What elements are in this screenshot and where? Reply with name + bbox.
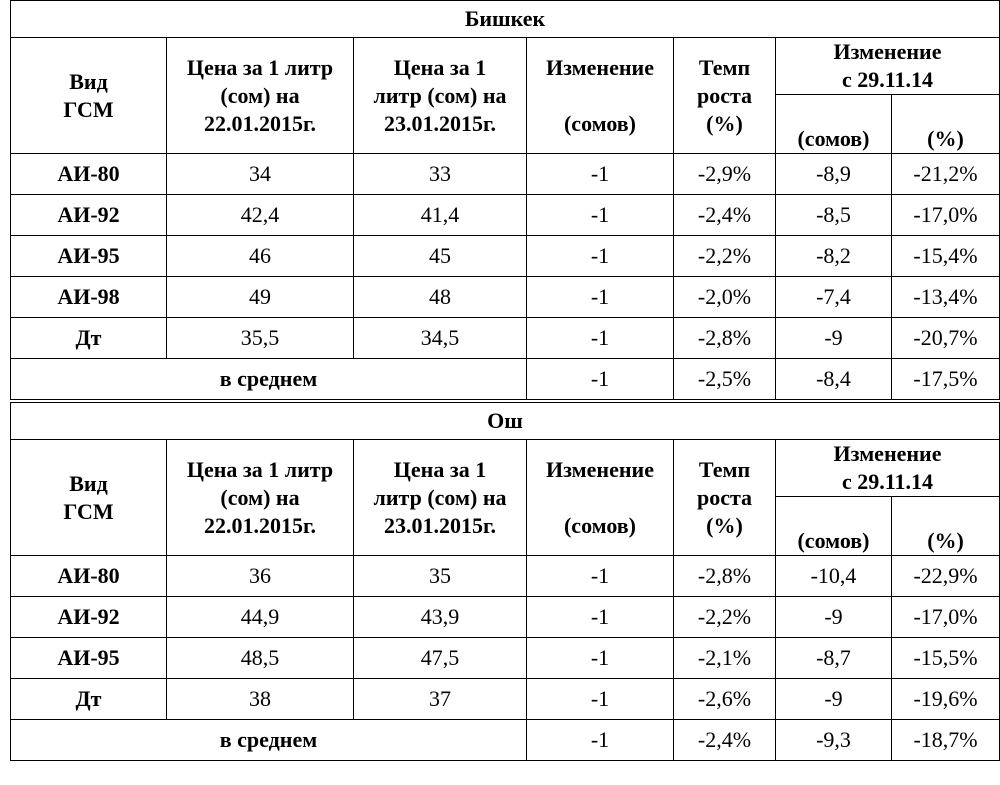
fuel-name: АИ-95 — [11, 638, 167, 679]
table-row — [11, 154, 1000, 195]
price-prev: 34 — [167, 154, 354, 195]
table-row — [11, 195, 1000, 236]
change-pct: -15,5% — [892, 638, 1000, 679]
header-pct: (%) — [892, 497, 1000, 556]
growth-value: -2,2% — [674, 597, 776, 638]
price-curr: 43,9 — [354, 597, 527, 638]
table-row — [11, 277, 1000, 318]
table-title: Бишкек — [11, 1, 1000, 38]
header-price-curr: Цена за 1 литр (сом) на 23.01.2015г. — [354, 38, 527, 154]
fuel-name: АИ-92 — [11, 597, 167, 638]
price-curr: 48 — [354, 277, 527, 318]
avg-change: -1 — [527, 359, 674, 400]
header-som: (сомов) — [776, 95, 892, 154]
price-curr: 33 — [354, 154, 527, 195]
table-row — [11, 679, 1000, 720]
price-curr: 34,5 — [354, 318, 527, 359]
change-value: -1 — [527, 318, 674, 359]
change-som: -9 — [776, 318, 892, 359]
header-price-curr: Цена за 1 литр (сом) на 23.01.2015г. — [354, 440, 527, 556]
change-value: -1 — [527, 195, 674, 236]
growth-value: -2,1% — [674, 638, 776, 679]
change-som: -7,4 — [776, 277, 892, 318]
change-som: -8,9 — [776, 154, 892, 195]
header-growth: Темп роста (%) — [674, 38, 776, 154]
average-label: в среднем — [11, 359, 527, 400]
avg-change: -1 — [527, 720, 674, 761]
fuel-name: АИ-95 — [11, 236, 167, 277]
average-row — [11, 720, 1000, 761]
table-row — [11, 638, 1000, 679]
price-prev: 48,5 — [167, 638, 354, 679]
change-pct: -19,6% — [892, 679, 1000, 720]
change-som: -9 — [776, 679, 892, 720]
change-pct: -21,2% — [892, 154, 1000, 195]
change-pct: -20,7% — [892, 318, 1000, 359]
header-change-since: Изменение с 29.11.14 — [776, 440, 1000, 497]
fuel-name: Дт — [11, 318, 167, 359]
change-som: -9 — [776, 597, 892, 638]
price-curr: 47,5 — [354, 638, 527, 679]
growth-value: -2,8% — [674, 556, 776, 597]
change-value: -1 — [527, 597, 674, 638]
header-price-prev: Цена за 1 литр (сом) на 22.01.2015г. — [167, 440, 354, 556]
price-curr: 45 — [354, 236, 527, 277]
average-row — [11, 359, 1000, 400]
price-prev: 44,9 — [167, 597, 354, 638]
header-change-since: Изменение с 29.11.14 — [776, 38, 1000, 95]
header-change: Изменение (сомов) — [527, 440, 674, 556]
price-prev: 38 — [167, 679, 354, 720]
average-label: в среднем — [11, 720, 527, 761]
header-fuel-type: Вид ГСМ — [11, 38, 167, 154]
growth-value: -2,8% — [674, 318, 776, 359]
change-som: -8,5 — [776, 195, 892, 236]
change-value: -1 — [527, 638, 674, 679]
osh-price-table — [10, 402, 1000, 761]
price-prev: 42,4 — [167, 195, 354, 236]
change-pct: -13,4% — [892, 277, 1000, 318]
header-som: (сомов) — [776, 497, 892, 556]
table-title: Ош — [11, 403, 1000, 440]
price-prev: 35,5 — [167, 318, 354, 359]
change-pct: -22,9% — [892, 556, 1000, 597]
growth-value: -2,2% — [674, 236, 776, 277]
bishkek-price-table — [10, 0, 1000, 400]
change-value: -1 — [527, 154, 674, 195]
table-row — [11, 556, 1000, 597]
fuel-name: АИ-98 — [11, 277, 167, 318]
change-som: -8,7 — [776, 638, 892, 679]
price-prev: 46 — [167, 236, 354, 277]
change-som: -10,4 — [776, 556, 892, 597]
change-pct: -17,0% — [892, 195, 1000, 236]
change-value: -1 — [527, 277, 674, 318]
change-pct: -15,4% — [892, 236, 1000, 277]
table-row — [11, 597, 1000, 638]
change-value: -1 — [527, 236, 674, 277]
table-row — [11, 318, 1000, 359]
avg-pct: -17,5% — [892, 359, 1000, 400]
avg-som: -9,3 — [776, 720, 892, 761]
header-price-prev: Цена за 1 литр (сом) на 22.01.2015г. — [167, 38, 354, 154]
avg-som: -8,4 — [776, 359, 892, 400]
avg-growth: -2,4% — [674, 720, 776, 761]
growth-value: -2,4% — [674, 195, 776, 236]
table-row — [11, 236, 1000, 277]
fuel-name: Дт — [11, 679, 167, 720]
fuel-name: АИ-80 — [11, 556, 167, 597]
price-curr: 37 — [354, 679, 527, 720]
price-prev: 49 — [167, 277, 354, 318]
header-growth: Темп роста (%) — [674, 440, 776, 556]
fuel-name: АИ-80 — [11, 154, 167, 195]
avg-pct: -18,7% — [892, 720, 1000, 761]
change-som: -8,2 — [776, 236, 892, 277]
growth-value: -2,9% — [674, 154, 776, 195]
growth-value: -2,6% — [674, 679, 776, 720]
change-value: -1 — [527, 556, 674, 597]
change-value: -1 — [527, 679, 674, 720]
header-change: Изменение (сомов) — [527, 38, 674, 154]
price-prev: 36 — [167, 556, 354, 597]
avg-growth: -2,5% — [674, 359, 776, 400]
price-curr: 35 — [354, 556, 527, 597]
change-pct: -17,0% — [892, 597, 1000, 638]
header-pct: (%) — [892, 95, 1000, 154]
fuel-name: АИ-92 — [11, 195, 167, 236]
growth-value: -2,0% — [674, 277, 776, 318]
price-curr: 41,4 — [354, 195, 527, 236]
header-fuel-type: Вид ГСМ — [11, 440, 167, 556]
